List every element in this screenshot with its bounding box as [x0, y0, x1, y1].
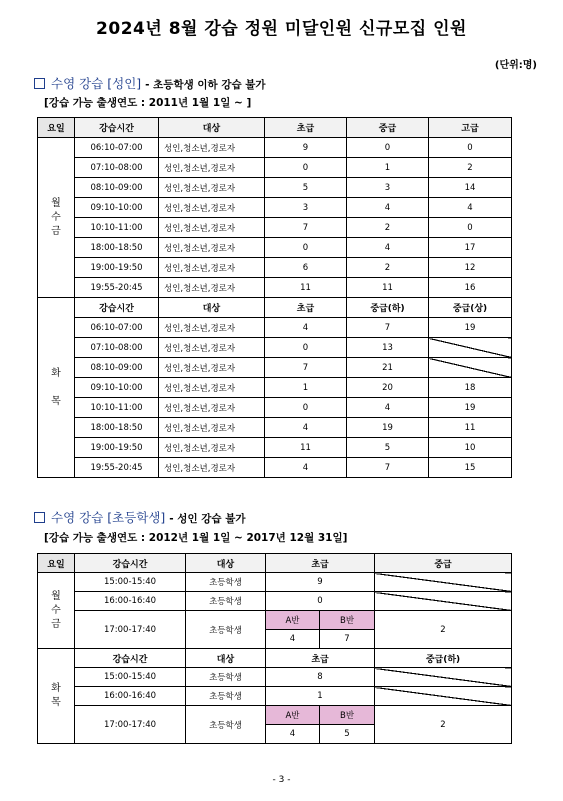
target-cell: 성인,청소년,경로자 — [159, 138, 265, 158]
time-cell: 17:00-17:40 — [75, 706, 186, 744]
table-row — [38, 198, 512, 218]
count-cell: 0 — [265, 338, 347, 358]
column-header: 강습시간 — [75, 298, 159, 318]
count-cell: 9 — [266, 573, 375, 592]
page-title: 2024년 8월 강습 정원 미달인원 신규모집 인원 — [96, 19, 467, 39]
count-cell: 6 — [265, 258, 347, 278]
table-row — [38, 238, 512, 258]
time-cell: 18:00-18:50 — [75, 238, 159, 258]
table-row — [38, 706, 512, 725]
target-cell: 초등학생 — [186, 706, 266, 744]
count-cell: 20 — [347, 378, 429, 398]
count-cell: 8 — [266, 668, 375, 687]
count-cell: 13 — [347, 338, 429, 358]
count-cell: 17 — [429, 238, 512, 258]
table-row — [38, 378, 512, 398]
count-cell: 4 — [347, 398, 429, 418]
count-cell: 7 — [320, 630, 375, 649]
count-cell: 4 — [265, 418, 347, 438]
time-cell: 19:55-20:45 — [75, 278, 159, 298]
target-cell: 성인,청소년,경로자 — [159, 238, 265, 258]
count-cell: 1 — [266, 687, 375, 706]
class-b-label: B반 — [320, 611, 375, 630]
target-cell: 성인,청소년,경로자 — [159, 278, 265, 298]
count-cell: 4 — [347, 238, 429, 258]
count-cell: 7 — [347, 458, 429, 478]
table-row — [38, 611, 512, 630]
time-cell: 19:00-19:50 — [75, 258, 159, 278]
count-cell: 2 — [429, 158, 512, 178]
time-cell: 07:10-08:00 — [75, 158, 159, 178]
table-header-row — [38, 554, 512, 573]
table-row — [38, 138, 512, 158]
target-cell: 성인,청소년,경로자 — [159, 218, 265, 238]
closed-cell — [375, 668, 512, 687]
column-header: 초급 — [265, 298, 347, 318]
count-cell: 0 — [347, 138, 429, 158]
table-row — [38, 398, 512, 418]
time-cell: 15:00-15:40 — [75, 573, 186, 592]
count-cell: 5 — [265, 178, 347, 198]
count-cell: 0 — [429, 138, 512, 158]
target-cell: 성인,청소년,경로자 — [159, 358, 265, 378]
count-cell: 4 — [429, 198, 512, 218]
time-cell: 15:00-15:40 — [75, 668, 186, 687]
child-birth-range: [강습 가능 출생연도 : 2012년 1월 1일 ~ 2017년 12월 31일] — [44, 532, 348, 544]
adult-section-heading — [34, 74, 266, 92]
closed-cell — [429, 338, 512, 358]
table-row — [38, 158, 512, 178]
count-cell: 3 — [347, 178, 429, 198]
adult-section-title: 수영 강습 [성인] — [51, 76, 142, 91]
count-cell: 7 — [265, 358, 347, 378]
count-cell: 21 — [347, 358, 429, 378]
target-cell: 성인,청소년,경로자 — [159, 458, 265, 478]
table-row — [38, 687, 512, 706]
adult-birth-range: [강습 가능 출생연도 : 2011년 1월 1일 ~ ] — [44, 97, 252, 109]
page-number: - 3 - — [272, 775, 291, 785]
column-header: 중급(하) — [375, 649, 512, 668]
table-row — [38, 318, 512, 338]
child-schedule-table — [37, 553, 512, 744]
class-a-label: A반 — [266, 611, 320, 630]
child-section-note: - 성인 강습 불가 — [169, 513, 246, 525]
column-header: 중급(하) — [347, 298, 429, 318]
day-label: 월 수 금 — [38, 573, 75, 649]
class-a-label: A반 — [266, 706, 320, 725]
target-cell: 성인,청소년,경로자 — [159, 438, 265, 458]
target-cell: 성인,청소년,경로자 — [159, 378, 265, 398]
closed-cell — [375, 687, 512, 706]
count-cell: 7 — [347, 318, 429, 338]
count-cell: 11 — [347, 278, 429, 298]
column-header: 고급 — [429, 118, 512, 138]
target-cell: 초등학생 — [186, 611, 266, 649]
target-cell: 초등학생 — [186, 573, 266, 592]
count-cell: 16 — [429, 278, 512, 298]
closed-cell — [429, 358, 512, 378]
target-cell: 성인,청소년,경로자 — [159, 258, 265, 278]
table-row — [38, 418, 512, 438]
target-cell: 성인,청소년,경로자 — [159, 178, 265, 198]
target-cell: 성인,청소년,경로자 — [159, 418, 265, 438]
table-header-row — [38, 118, 512, 138]
target-cell: 성인,청소년,경로자 — [159, 338, 265, 358]
closed-cell — [375, 573, 512, 592]
table-row — [38, 438, 512, 458]
square-bullet-icon — [34, 512, 45, 523]
count-cell: 9 — [265, 138, 347, 158]
time-cell: 08:10-09:00 — [75, 178, 159, 198]
target-cell: 성인,청소년,경로자 — [159, 398, 265, 418]
count-cell: 11 — [265, 278, 347, 298]
time-cell: 09:10-10:00 — [75, 378, 159, 398]
time-cell: 06:10-07:00 — [75, 318, 159, 338]
time-cell: 07:10-08:00 — [75, 338, 159, 358]
count-cell: 2 — [347, 218, 429, 238]
time-cell: 16:00-16:40 — [75, 687, 186, 706]
count-cell: 19 — [347, 418, 429, 438]
count-cell: 5 — [347, 438, 429, 458]
count-cell: 1 — [265, 378, 347, 398]
time-cell: 16:00-16:40 — [75, 592, 186, 611]
adult-section-note: - 초등학생 이하 강습 불가 — [145, 79, 266, 91]
count-cell: 5 — [320, 725, 375, 744]
count-cell: 0 — [265, 398, 347, 418]
child-section-heading — [34, 508, 245, 526]
count-cell: 12 — [429, 258, 512, 278]
time-cell: 19:00-19:50 — [75, 438, 159, 458]
target-cell: 성인,청소년,경로자 — [159, 318, 265, 338]
target-cell: 초등학생 — [186, 668, 266, 687]
count-cell: 2 — [375, 706, 512, 744]
day-label: 화 목 — [38, 649, 75, 744]
count-cell: 0 — [265, 158, 347, 178]
time-cell: 06:10-07:00 — [75, 138, 159, 158]
closed-cell — [375, 592, 512, 611]
count-cell: 18 — [429, 378, 512, 398]
adult-schedule-table — [37, 117, 512, 478]
count-cell: 14 — [429, 178, 512, 198]
table-header-row — [38, 298, 512, 318]
count-cell: 11 — [265, 438, 347, 458]
column-header: 요일 — [38, 118, 75, 138]
count-cell: 0 — [265, 238, 347, 258]
count-cell: 2 — [347, 258, 429, 278]
count-cell: 0 — [429, 218, 512, 238]
count-cell: 10 — [429, 438, 512, 458]
column-header: 중급 — [375, 554, 512, 573]
column-header: 강습시간 — [75, 118, 159, 138]
count-cell: 3 — [265, 198, 347, 218]
column-header: 초급 — [266, 554, 375, 573]
column-header: 요일 — [38, 554, 75, 573]
table-row — [38, 218, 512, 238]
count-cell: 7 — [265, 218, 347, 238]
count-cell: 19 — [429, 398, 512, 418]
unit-label: (단위:명) — [494, 60, 537, 71]
time-cell: 09:10-10:00 — [75, 198, 159, 218]
table-row — [38, 278, 512, 298]
table-row — [38, 258, 512, 278]
table-row — [38, 358, 512, 378]
count-cell: 0 — [266, 592, 375, 611]
table-row — [38, 178, 512, 198]
count-cell: 2 — [375, 611, 512, 649]
table-row — [38, 573, 512, 592]
count-cell: 15 — [429, 458, 512, 478]
time-cell: 10:10-11:00 — [75, 218, 159, 238]
day-label: 화 목 — [38, 298, 75, 478]
square-bullet-icon — [34, 78, 45, 89]
count-cell: 1 — [347, 158, 429, 178]
table-row — [38, 592, 512, 611]
column-header: 초급 — [265, 118, 347, 138]
count-cell: 4 — [347, 198, 429, 218]
table-row — [38, 668, 512, 687]
column-header: 대상 — [186, 554, 266, 573]
target-cell: 성인,청소년,경로자 — [159, 198, 265, 218]
column-header: 대상 — [186, 649, 266, 668]
target-cell: 초등학생 — [186, 687, 266, 706]
class-b-label: B반 — [320, 706, 375, 725]
count-cell: 4 — [266, 630, 320, 649]
table-header-row — [38, 649, 512, 668]
column-header: 강습시간 — [75, 554, 186, 573]
column-header: 대상 — [159, 298, 265, 318]
column-header: 중급(상) — [429, 298, 512, 318]
count-cell: 4 — [265, 318, 347, 338]
time-cell: 10:10-11:00 — [75, 398, 159, 418]
time-cell: 17:00-17:40 — [75, 611, 186, 649]
count-cell: 4 — [266, 725, 320, 744]
column-header: 강습시간 — [75, 649, 186, 668]
child-section-title: 수영 강습 [초등학생] — [51, 510, 166, 525]
target-cell: 초등학생 — [186, 592, 266, 611]
time-cell: 18:00-18:50 — [75, 418, 159, 438]
count-cell: 11 — [429, 418, 512, 438]
day-label: 월 수 금 — [38, 138, 75, 298]
count-cell: 19 — [429, 318, 512, 338]
time-cell: 08:10-09:00 — [75, 358, 159, 378]
count-cell: 4 — [265, 458, 347, 478]
target-cell: 성인,청소년,경로자 — [159, 158, 265, 178]
table-row — [38, 458, 512, 478]
column-header: 중급 — [347, 118, 429, 138]
column-header: 초급 — [266, 649, 375, 668]
column-header: 대상 — [159, 118, 265, 138]
time-cell: 19:55-20:45 — [75, 458, 159, 478]
table-row — [38, 338, 512, 358]
